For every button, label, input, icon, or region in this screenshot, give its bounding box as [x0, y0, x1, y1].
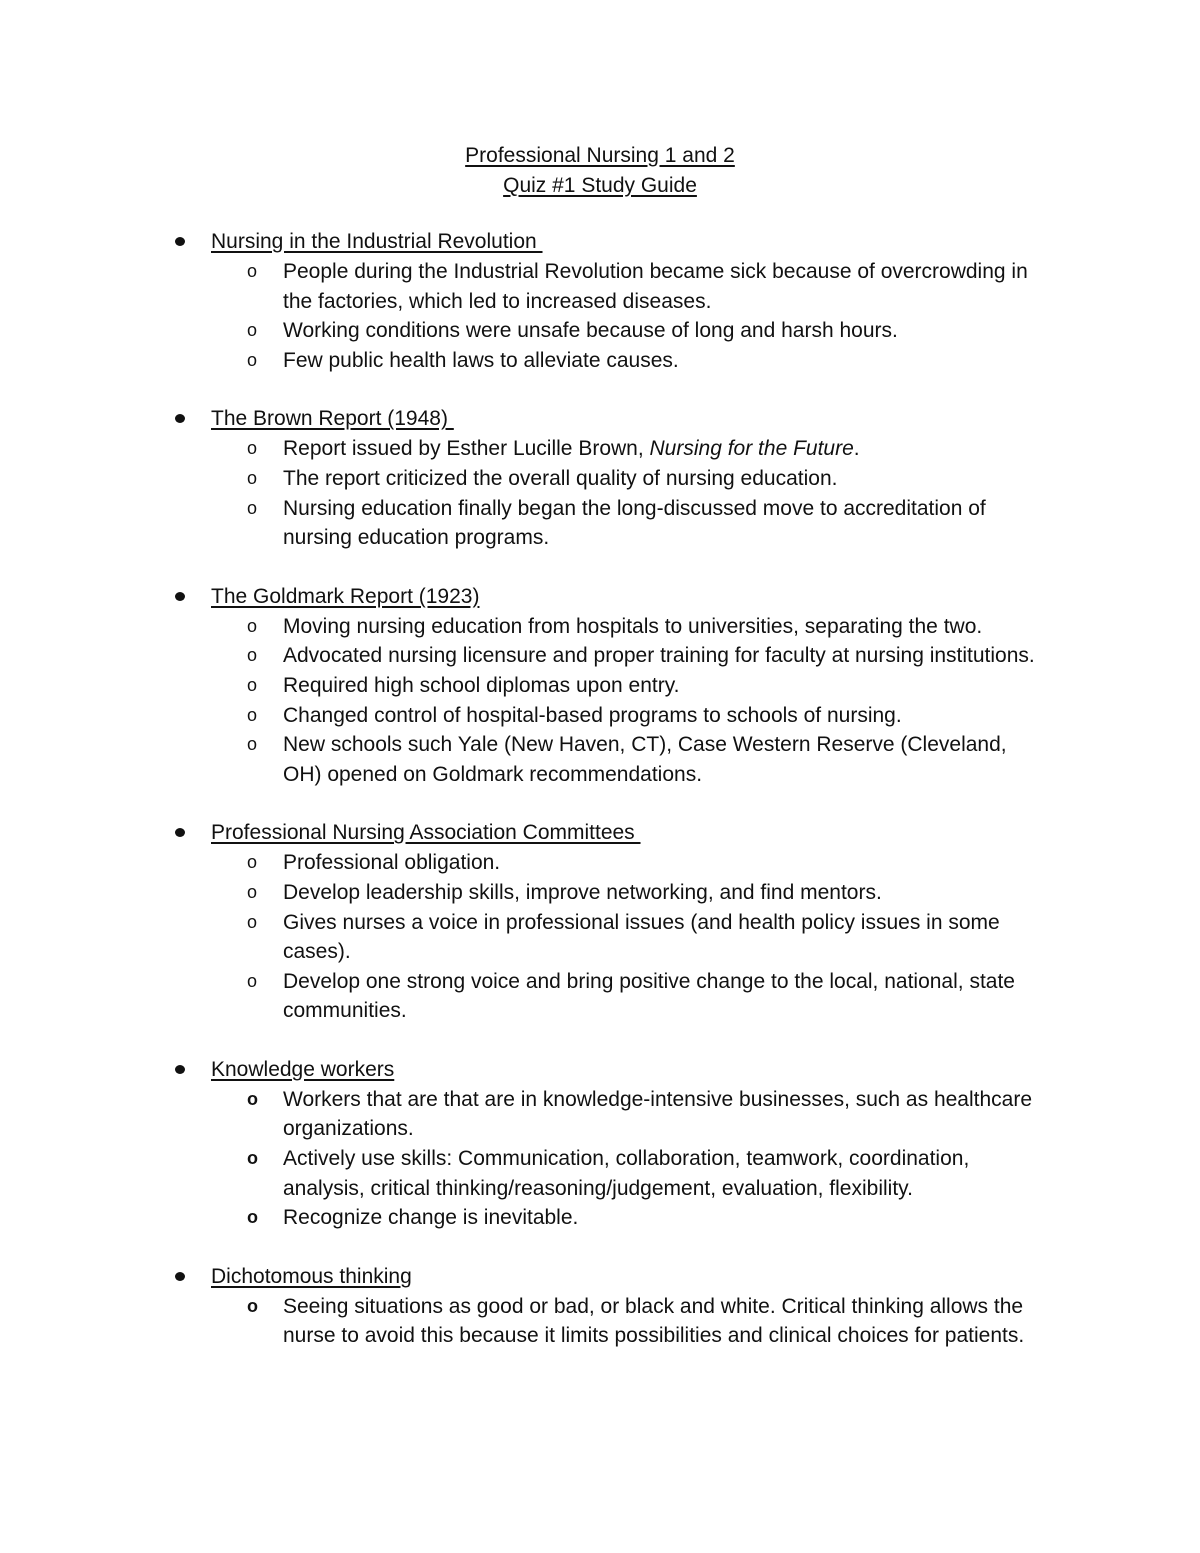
list-item-text: Required high school diplomas upon entry.	[283, 673, 680, 697]
section-goldmark-report	[0, 582, 1200, 790]
circle-bullet-icon: o	[247, 320, 258, 341]
list-item	[0, 730, 1200, 789]
list-item-text: Develop one strong voice and bring positive change to the local, national, state communities.	[283, 969, 1015, 1023]
sub-list	[0, 434, 1200, 552]
circle-bullet-icon: o	[247, 1207, 258, 1228]
circle-bullet-icon: o	[247, 467, 258, 488]
circle-bullet-icon: o	[247, 438, 258, 459]
list-item	[0, 464, 1200, 494]
section-knowledge-workers	[0, 1055, 1200, 1233]
list-item	[0, 878, 1200, 908]
circle-bullet-icon: o	[247, 1088, 258, 1109]
list-item	[0, 316, 1200, 346]
circle-bullet-icon: o	[247, 645, 258, 666]
list-item	[0, 612, 1200, 642]
section-label: Professional Nursing Association Committees	[211, 821, 641, 845]
list-item	[0, 257, 1200, 316]
list-item-text: Working conditions were unsafe because of long and harsh hours.	[283, 319, 898, 343]
book-title: Nursing for the Future	[649, 437, 854, 461]
circle-bullet-icon: o	[247, 704, 258, 725]
section-heading	[0, 818, 1200, 848]
list-item-text: Moving nursing education from hospitals to universities, separating the two.	[283, 614, 983, 638]
section-label: Dichotomous thinking	[211, 1264, 412, 1288]
list-item	[0, 1144, 1200, 1203]
section-heading	[0, 1055, 1200, 1085]
circle-bullet-icon: o	[247, 1295, 258, 1316]
circle-bullet-icon: o	[247, 497, 258, 518]
study-guide-content	[0, 227, 1200, 1380]
circle-bullet-icon: o	[247, 970, 258, 991]
list-item	[0, 346, 1200, 376]
section-heading	[0, 404, 1200, 434]
circle-bullet-icon: o	[247, 911, 258, 932]
section-heading	[0, 1262, 1200, 1292]
title-block	[0, 141, 1200, 201]
list-item-text: Actively use skills: Communication, collaboration, teamwork, coordination, analysis, critical thinking/reasoning/judgement, evaluation, flexibility.	[283, 1147, 970, 1200]
bullet-icon	[175, 237, 185, 246]
list-item	[0, 434, 1200, 464]
sub-list	[0, 257, 1200, 375]
sub-list	[0, 612, 1200, 790]
list-item	[0, 701, 1200, 731]
circle-bullet-icon: o	[247, 881, 258, 902]
circle-bullet-icon: o	[247, 852, 258, 873]
sub-list	[0, 848, 1200, 1026]
list-item-text: People during the Industrial Revolution became sick because of overcrowding in the factories, which led to increased diseases.	[283, 260, 1028, 313]
list-item-text: Nursing education finally began the long-discussed move to accreditation of nursing education programs.	[283, 496, 986, 550]
circle-bullet-icon: o	[247, 261, 258, 281]
list-item	[0, 1085, 1200, 1144]
section-heading	[0, 227, 1200, 257]
section-association-committees	[0, 818, 1200, 1026]
list-item-text: Few public health laws to alleviate causes.	[283, 348, 679, 372]
section-label: The Goldmark Report (1923)	[211, 584, 480, 608]
list-item-text: Develop leadership skills, improve networking, and find mentors.	[283, 880, 882, 904]
list-item	[0, 671, 1200, 701]
list-item-text-before: Report issued by Esther Lucille Brown,	[283, 437, 650, 461]
section-brown-report	[0, 404, 1200, 552]
document-title: Professional Nursing 1 and 2	[465, 144, 735, 167]
circle-bullet-icon: o	[247, 615, 258, 636]
list-item-text: Workers that are that are in knowledge-intensive businesses, such as healthcare organizations.	[283, 1087, 1033, 1141]
section-heading	[0, 582, 1200, 612]
section-label: Nursing in the Industrial Revolution	[211, 230, 543, 253]
bullet-icon	[175, 828, 185, 837]
list-item	[0, 641, 1200, 671]
list-item-text: Advocated nursing licensure and proper training for faculty at nursing institutions.	[283, 644, 1035, 668]
bullet-icon	[175, 414, 185, 423]
circle-bullet-icon: o	[247, 349, 258, 370]
list-item-text: Gives nurses a voice in professional issues (and health policy issues in some cases).	[283, 910, 1000, 964]
sub-list	[0, 1292, 1200, 1351]
circle-bullet-icon: o	[247, 1148, 258, 1169]
sub-list	[0, 1085, 1200, 1233]
list-item	[0, 1292, 1200, 1351]
section-industrial-revolution	[0, 227, 1200, 375]
bullet-icon	[175, 1065, 185, 1074]
list-item-text: Seeing situations as good or bad, or black and white. Critical thinking allows the nurse to avoid this because it limits possibilities and clinical choices for patients.	[283, 1294, 1025, 1348]
document-subtitle: Quiz #1 Study Guide	[503, 174, 697, 197]
list-item-text-after: .	[853, 437, 860, 461]
circle-bullet-icon: o	[247, 734, 258, 755]
list-item	[0, 494, 1200, 553]
list-item	[0, 1203, 1200, 1233]
list-item	[0, 908, 1200, 967]
circle-bullet-icon: o	[247, 674, 258, 695]
list-item	[0, 967, 1200, 1026]
list-item	[0, 848, 1200, 878]
list-item-text: Recognize change is inevitable.	[283, 1206, 579, 1230]
section-label: The Brown Report (1948)	[211, 407, 454, 431]
list-item-text: The report criticized the overall quality of nursing education.	[283, 466, 838, 490]
section-label: Knowledge workers	[211, 1057, 395, 1081]
list-item-text: Professional obligation.	[283, 851, 501, 875]
bullet-icon	[175, 592, 185, 601]
bullet-icon	[175, 1272, 185, 1281]
list-item-text: Changed control of hospital-based programs to schools of nursing.	[283, 703, 902, 727]
section-dichotomous-thinking	[0, 1262, 1200, 1351]
list-item-text: New schools such Yale (New Haven, CT), Case Western Reserve (Cleveland, OH) opened on Goldmark recommendations.	[283, 733, 1007, 786]
